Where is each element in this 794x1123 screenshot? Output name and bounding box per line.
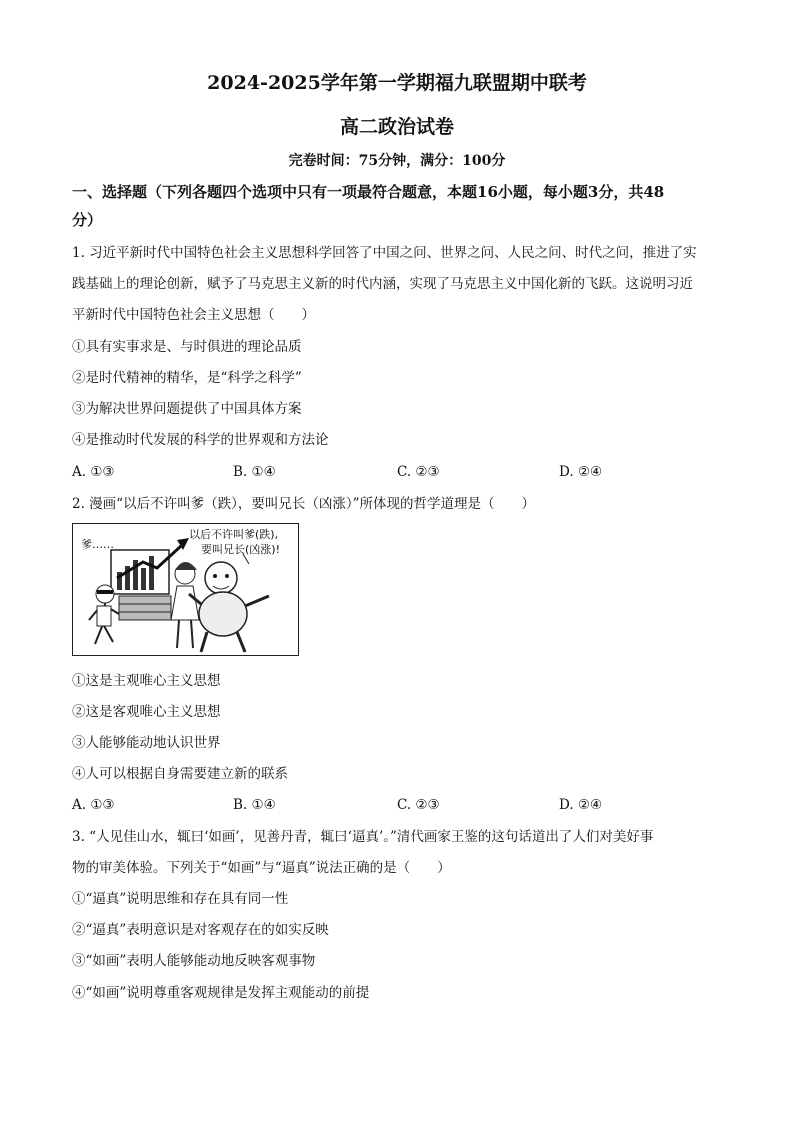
q1-option-b[interactable]: B. ①④ xyxy=(233,464,276,480)
q2-options xyxy=(72,795,722,815)
q2-item-3: ③人能够能动地认识世界 xyxy=(72,735,221,751)
q1-option-a[interactable]: A. ①③ xyxy=(72,464,115,480)
cartoon-caption-right-2: 要叫兄长(凶涨)! xyxy=(201,543,280,556)
q1-option-c[interactable]: C. ②③ xyxy=(397,464,440,480)
cartoon-caption-right-1: 以后不许叫爹(跌), xyxy=(189,528,279,541)
q3-item-1: ①“逼真”说明思维和存在具有同一性 xyxy=(72,891,289,907)
section-heading-line-1: 一、选择题（下列各题四个选项中只有一项最符合题意，本题16小题，每小题3分，共48 xyxy=(72,183,665,201)
exam-title: 2024-2025学年第一学期福九联盟期中联考 xyxy=(207,72,587,94)
q1-option-d[interactable]: D. ②④ xyxy=(559,464,603,480)
q1-stem-line-2: 践基础上的理论创新，赋予了马克思主义新的时代内涵，实现了马克思主义中国化新的飞跃。这说明习近 xyxy=(72,276,693,292)
q1-item-4: ④是推动时代发展的科学的世界观和方法论 xyxy=(72,432,329,448)
q3-stem-line-1: 3. “人见佳山水，辄曰‘如画’，见善丹青，辄曰‘逼真’。”清代画家王鉴的这句话道出了人们对美好事 xyxy=(72,829,654,845)
q2-cartoon xyxy=(72,523,299,656)
q2-option-c[interactable]: C. ②③ xyxy=(397,797,440,813)
q2-option-b[interactable]: B. ①④ xyxy=(233,797,276,813)
q1-stem-line-1: 1. 习近平新时代中国特色社会主义思想科学回答了中国之问、世界之问、人民之问、时代之问，推进了实 xyxy=(72,245,697,261)
q3-item-4: ④“如画”说明尊重客观规律是发挥主观能动的前提 xyxy=(72,985,370,1001)
exam-info: 完卷时间：75分钟，满分：100分 xyxy=(288,153,506,169)
q1-stem-line-3: 平新时代中国特色社会主义思想（ ） xyxy=(72,307,315,323)
section-heading-line-2: 分） xyxy=(72,211,103,229)
q2-option-d[interactable]: D. ②④ xyxy=(559,797,603,813)
q1-item-1: ①具有实事求是、与时俱进的理论品质 xyxy=(72,339,302,355)
q1-options xyxy=(72,462,722,482)
exam-subject: 高二政治试卷 xyxy=(339,116,454,138)
q2-item-2: ②这是客观唯心主义思想 xyxy=(72,704,221,720)
q2-item-4: ④人可以根据自身需要建立新的联系 xyxy=(72,766,288,782)
q2-item-1: ①这是主观唯心主义思想 xyxy=(72,673,221,689)
q1-item-3: ③为解决世界问题提供了中国具体方案 xyxy=(72,401,302,417)
q3-item-3: ③“如画”表明人能够能动地反映客观事物 xyxy=(72,953,316,969)
q3-item-2: ②“逼真”表明意识是对客观存在的如实反映 xyxy=(72,922,329,938)
q3-stem-line-2: 物的审美体验。下列关于“如画”与“逼真”说法正确的是（ ） xyxy=(72,860,451,876)
cartoon-caption-left: 爹…… xyxy=(81,538,114,551)
q2-stem-line-1: 2. 漫画“以后不许叫爹（跌），要叫兄长（凶涨）”所体现的哲学道理是（ ） xyxy=(72,496,535,512)
q1-item-2: ②是时代精神的精华，是“科学之科学” xyxy=(72,370,302,386)
q2-option-a[interactable]: A. ①③ xyxy=(72,797,115,813)
